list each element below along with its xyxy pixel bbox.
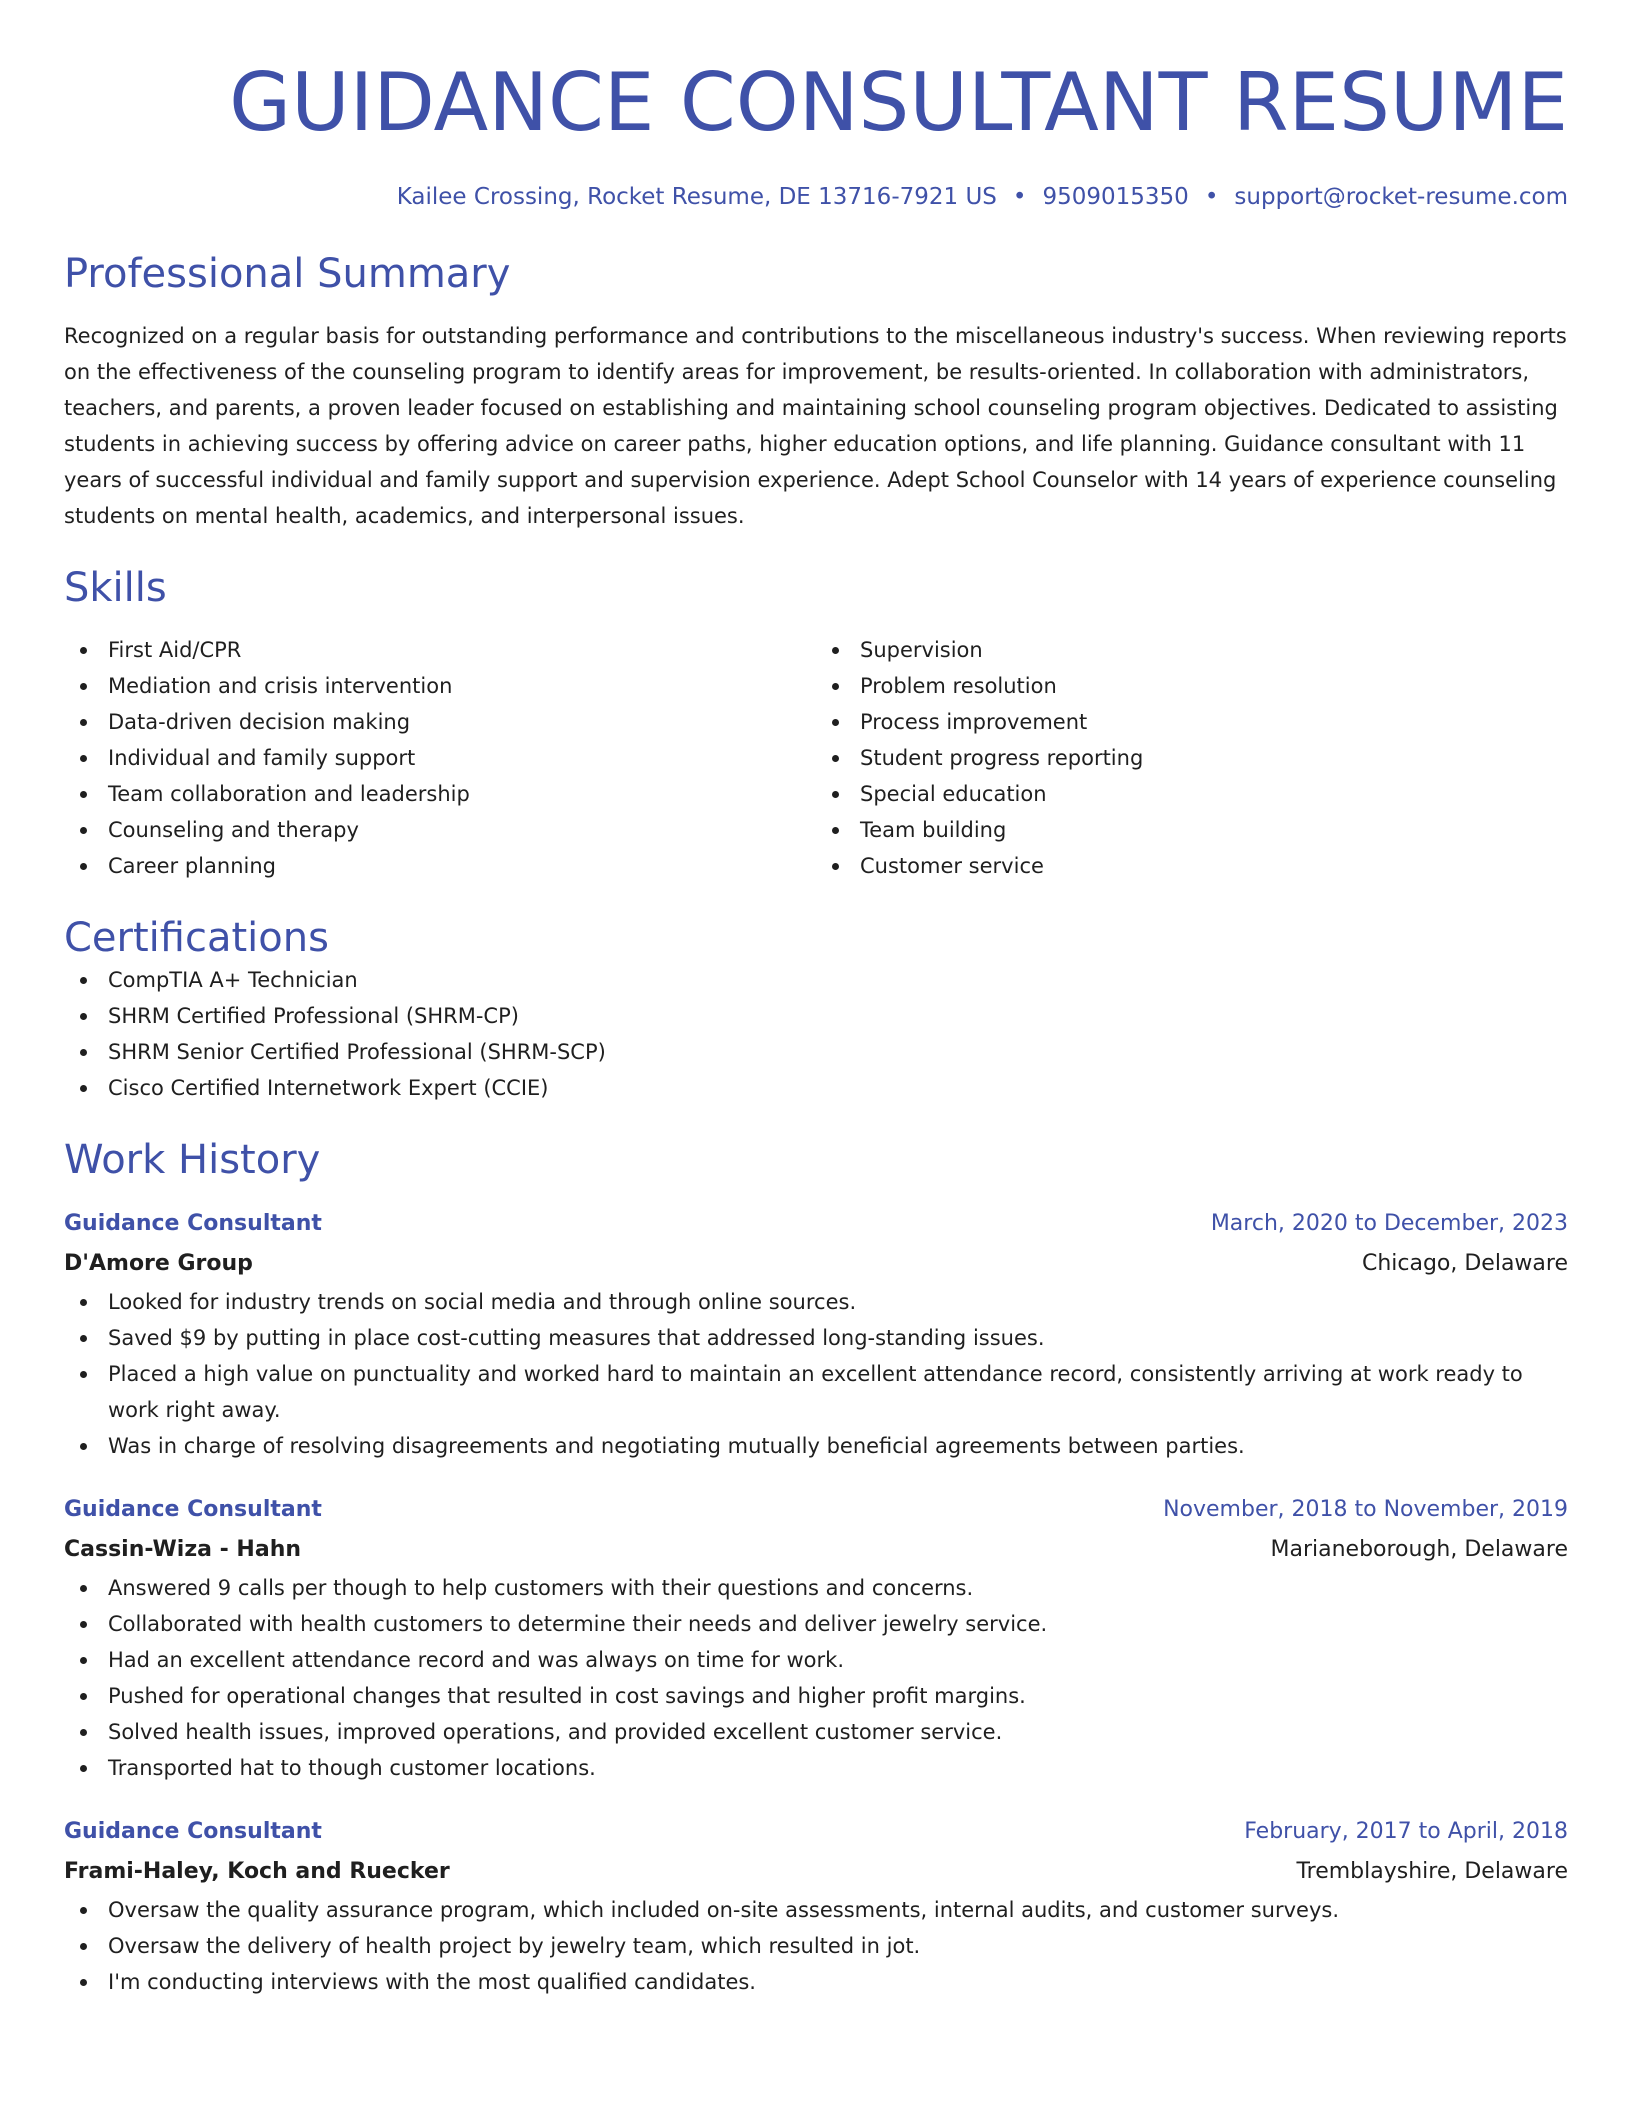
skills-list-right <box>816 632 1568 884</box>
job-bullet: Oversaw the quality assurance program, which included on-site assessments, internal audits, and customer surveys. <box>64 1892 1568 1928</box>
contact-separator: • <box>1204 184 1219 210</box>
skill-item: Data-driven decision making <box>64 704 816 740</box>
job-header-row <box>64 1812 1568 1852</box>
job-dates: February, 2017 to April, 2018 <box>1244 1819 1568 1844</box>
certifications-list <box>64 962 1568 1106</box>
job-company-row <box>64 1530 1568 1570</box>
job-bullet: Transported hat to though customer locations. <box>64 1750 1568 1786</box>
certifications-heading: Certifications <box>64 915 329 961</box>
contact-separator: • <box>1012 184 1027 210</box>
job-bullet: Collaborated with health customers to determine their needs and deliver jewelry service. <box>64 1606 1568 1642</box>
job-location: Marianeborough, Delaware <box>1270 1537 1568 1562</box>
job-dates: November, 2018 to November, 2019 <box>1163 1497 1568 1522</box>
skill-item: Special education <box>816 776 1568 812</box>
skills-heading: Skills <box>64 565 167 611</box>
job-company: Frami-Haley, Koch and Ruecker <box>64 1859 450 1884</box>
job-bullets <box>64 1892 1568 2000</box>
job-entry <box>64 1490 1568 1786</box>
summary-heading: Professional Summary <box>64 251 511 297</box>
certification-item: SHRM Certified Professional (SHRM-CP) <box>64 998 1568 1034</box>
job-bullet: Solved health issues, improved operations, and provided excellent customer service. <box>64 1714 1568 1750</box>
job-location: Tremblayshire, Delaware <box>1296 1859 1568 1884</box>
job-header-row <box>64 1490 1568 1530</box>
certification-item: CompTIA A+ Technician <box>64 962 1568 998</box>
skill-item: Counseling and therapy <box>64 812 816 848</box>
skills-grid <box>64 632 1568 884</box>
job-entry <box>64 1812 1568 2000</box>
resume-title: GUIDANCE CONSULTANT RESUME <box>229 56 1568 149</box>
skill-item: First Aid/CPR <box>64 632 816 668</box>
job-company-row <box>64 1852 1568 1892</box>
job-bullet: Placed a high value on punctuality and worked hard to maintain an excellent attendance record, consistently arriving at work ready to work right away. <box>64 1356 1568 1428</box>
job-bullet: Had an excellent attendance record and was always on time for work. <box>64 1642 1568 1678</box>
summary-text: Recognized on a regular basis for outstanding performance and contributions to the miscellaneous industry's success. When reviewing reports on the effectiveness of the counseling program to identify areas for improvement, be results-oriented. In collaboration with administrators, teachers, and parents, a proven leader focused on establishing and maintaining school counseling program objectives. Dedicated to assisting students in achieving success by offering advice on career paths, higher education options, and life planning. Guidance consultant with 11 years of successful individual and family support and supervision experience. Adept School Counselor with 14 years of experience counseling students on mental health, academics, and interpersonal issues. <box>64 324 1567 528</box>
job-bullet: Looked for industry trends on social media and through online sources. <box>64 1284 1568 1320</box>
job-bullet: Saved $9 by putting in place cost-cutting measures that addressed long-standing issues. <box>64 1320 1568 1356</box>
skill-item: Team building <box>816 812 1568 848</box>
contact-line <box>64 182 1568 212</box>
skill-item: Process improvement <box>816 704 1568 740</box>
job-location: Chicago, Delaware <box>1361 1251 1568 1276</box>
skill-item: Team collaboration and leadership <box>64 776 816 812</box>
skill-item: Mediation and crisis intervention <box>64 668 816 704</box>
work-history-heading: Work History <box>64 1137 321 1183</box>
skill-item: Career planning <box>64 848 816 884</box>
skills-list-left <box>64 632 816 884</box>
job-dates: March, 2020 to December, 2023 <box>1210 1211 1568 1236</box>
job-bullet: Oversaw the delivery of health project by jewelry team, which resulted in jot. <box>64 1928 1568 1964</box>
job-bullet: Pushed for operational changes that resulted in cost savings and higher profit margins. <box>64 1678 1568 1714</box>
contact-address: Kailee Crossing, Rocket Resume, DE 13716-7921 US <box>396 184 997 210</box>
skills-column-left <box>64 632 816 884</box>
skill-item: Problem resolution <box>816 668 1568 704</box>
job-entry <box>64 1204 1568 1464</box>
job-bullet: I'm conducting interviews with the most qualified candidates. <box>64 1964 1568 2000</box>
job-company: Cassin-Wiza - Hahn <box>64 1537 302 1562</box>
certification-item: Cisco Certified Internetwork Expert (CCIE) <box>64 1070 1568 1106</box>
skill-item: Individual and family support <box>64 740 816 776</box>
skill-item: Supervision <box>816 632 1568 668</box>
skill-item: Student progress reporting <box>816 740 1568 776</box>
job-role: Guidance Consultant <box>64 1819 322 1844</box>
job-bullets <box>64 1570 1568 1786</box>
job-role: Guidance Consultant <box>64 1211 322 1236</box>
contact-email: support@rocket-resume.com <box>1234 184 1568 210</box>
certification-item: SHRM Senior Certified Professional (SHRM-SCP) <box>64 1034 1568 1070</box>
skill-item: Customer service <box>816 848 1568 884</box>
job-bullet: Was in charge of resolving disagreements and negotiating mutually beneficial agreements between parties. <box>64 1428 1568 1464</box>
skills-column-right <box>816 632 1568 884</box>
job-bullets <box>64 1284 1568 1464</box>
job-bullet: Answered 9 calls per though to help customers with their questions and concerns. <box>64 1570 1568 1606</box>
job-header-row <box>64 1204 1568 1244</box>
job-role: Guidance Consultant <box>64 1497 322 1522</box>
job-company-row <box>64 1244 1568 1284</box>
contact-phone: 9509015350 <box>1042 184 1189 210</box>
job-company: D'Amore Group <box>64 1251 253 1276</box>
